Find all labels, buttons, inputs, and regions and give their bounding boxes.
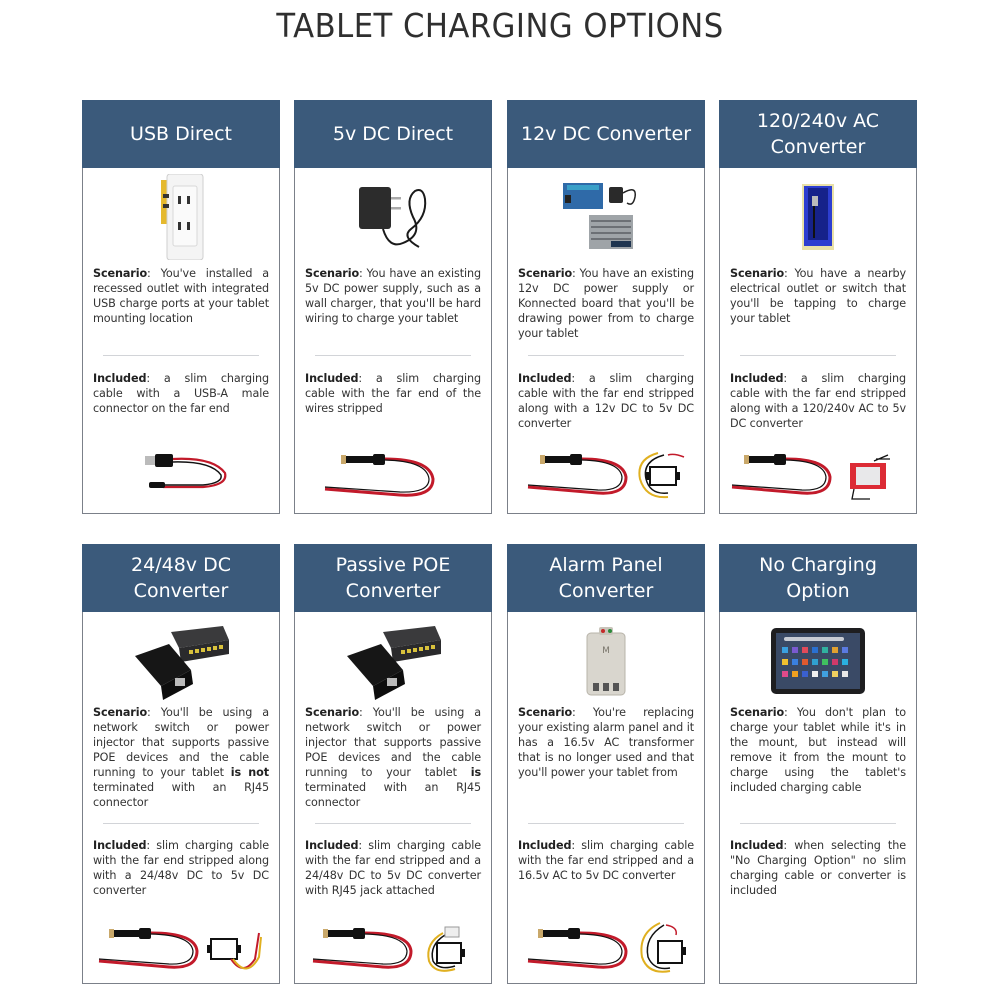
- divider: [528, 823, 684, 824]
- cable-with-rj45-converter-icon: [295, 919, 491, 979]
- svg-text:M: M: [602, 646, 610, 656]
- included-label: Included: [730, 372, 784, 385]
- divider: [315, 823, 471, 824]
- card-title: 120/240v AC Converter: [719, 100, 917, 168]
- included-label: Included: [518, 372, 572, 385]
- divider: [740, 355, 896, 356]
- scenario-label: Scenario: [305, 706, 360, 719]
- cable-with-ac-converter-icon: [720, 445, 916, 505]
- page-title: TABLET CHARGING OPTIONS: [276, 6, 724, 45]
- option-card-12v-dc-converter: [507, 100, 705, 514]
- tablet-icon: [720, 616, 916, 706]
- included-text: Included: a slim charging cable with the far end stripped along with a 120/240v AC to 5v DC converter: [730, 372, 906, 430]
- included-text: Included: a slim charging cable with a USB-A male connector on the far end: [93, 372, 269, 415]
- divider: [740, 823, 896, 824]
- included-text: Included: a slim charging cable with the far end of the wires stripped: [305, 372, 481, 415]
- power-supply-board-icon: [508, 172, 704, 262]
- scenario-label: Scenario: [93, 706, 148, 719]
- scenario-label: Scenario: [305, 267, 360, 280]
- card-title: 12v DC Converter: [507, 100, 705, 168]
- scenario-text: Scenario: You've installed a recessed outlet with integrated USB charge ports at your tablet mounting location: [93, 267, 269, 325]
- network-switch-icon: [83, 616, 279, 706]
- scenario-text: Scenario: You're replacing your existing alarm panel and it has a 16.5v AC transformer that is no longer used and that you'll power your tablet from: [518, 706, 694, 779]
- cable-with-converter-icon: [83, 919, 279, 979]
- cable-with-converter-icon: [508, 919, 704, 979]
- scenario-label: Scenario: [518, 267, 573, 280]
- option-card-usb-direct: [82, 100, 280, 514]
- card-title: USB Direct: [82, 100, 280, 168]
- electrical-box-icon: [720, 172, 916, 262]
- option-card-alarm-panel-converter: [507, 544, 705, 984]
- card-title: 24/48v DC Converter: [82, 544, 280, 612]
- option-card-5v-dc-direct: [294, 100, 492, 514]
- included-label: Included: [305, 839, 359, 852]
- scenario-label: Scenario: [730, 706, 785, 719]
- scenario-label: Scenario: [518, 706, 573, 719]
- stripped-cable-icon: [295, 445, 491, 505]
- included-label: Included: [518, 839, 572, 852]
- card-title: Alarm Panel Converter: [507, 544, 705, 612]
- included-label: Included: [93, 372, 147, 385]
- card-title: Passive POE Converter: [294, 544, 492, 612]
- card-title: 5v DC Direct: [294, 100, 492, 168]
- scenario-text: Scenario: You have an existing 5v DC power supply, such as a wall charger, that you'll be hard wiring to charge your tablet: [305, 267, 481, 325]
- scenario-text: Scenario: You have an existing 12v DC power supply or Konnected board that you'll be drawing power from to charge your tablet: [518, 267, 694, 340]
- scenario-label: Scenario: [730, 267, 785, 280]
- divider: [528, 355, 684, 356]
- wall-charger-icon: [295, 172, 491, 262]
- scenario-text: Scenario: You'll be using a network switch or power injector that supports passive POE devices and the cable running to your tablet is not terminated with an RJ45 connector: [93, 706, 269, 809]
- included-label: Included: [305, 372, 359, 385]
- included-text: Included: slim charging cable with the far end stripped along with a 24/48v DC to 5v DC converter: [93, 839, 269, 897]
- divider: [103, 355, 259, 356]
- cable-with-converter-icon: [508, 445, 704, 505]
- network-switch-icon: [295, 616, 491, 706]
- divider: [315, 355, 471, 356]
- usb-cable-icon: [83, 445, 279, 505]
- transformer-icon: [508, 616, 704, 706]
- divider: [103, 823, 259, 824]
- included-text: Included: slim charging cable with the far end stripped and a 24/48v DC to 5v DC converter with RJ45 jack attached: [305, 839, 481, 897]
- scenario-text: Scenario: You'll be using a network switch or power injector that supports passive POE devices and the cable running to your tablet is terminated with an RJ45 connector: [305, 706, 481, 809]
- included-text: Included: a slim charging cable with the far end stripped along with a 12v DC to 5v DC converter: [518, 372, 694, 430]
- included-text: Included: when selecting the "No Charging Option" no slim charging cable or converter is included: [730, 839, 906, 897]
- option-card-passive-poe-converter: [294, 544, 492, 984]
- card-title: No Charging Option: [719, 544, 917, 612]
- option-card-24-48v-dc-converter: [82, 544, 280, 984]
- option-card-120-240v-ac-converter: [719, 100, 917, 514]
- scenario-text: Scenario: You have a nearby electrical outlet or switch that you'll be tapping to charge your tablet: [730, 267, 906, 325]
- scenario-text: Scenario: You don't plan to charge your tablet while it's in the mount, but instead will remove it from the mount to charge using the tablet's included charging cable: [730, 706, 906, 794]
- scenario-label: Scenario: [93, 267, 148, 280]
- included-label: Included: [93, 839, 147, 852]
- option-card-no-charging-option: [719, 544, 917, 984]
- usb-outlet-icon: [83, 172, 279, 262]
- included-label: Included: [730, 839, 784, 852]
- included-text: Included: slim charging cable with the far end stripped and a 16.5v AC to 5v DC converter: [518, 839, 694, 882]
